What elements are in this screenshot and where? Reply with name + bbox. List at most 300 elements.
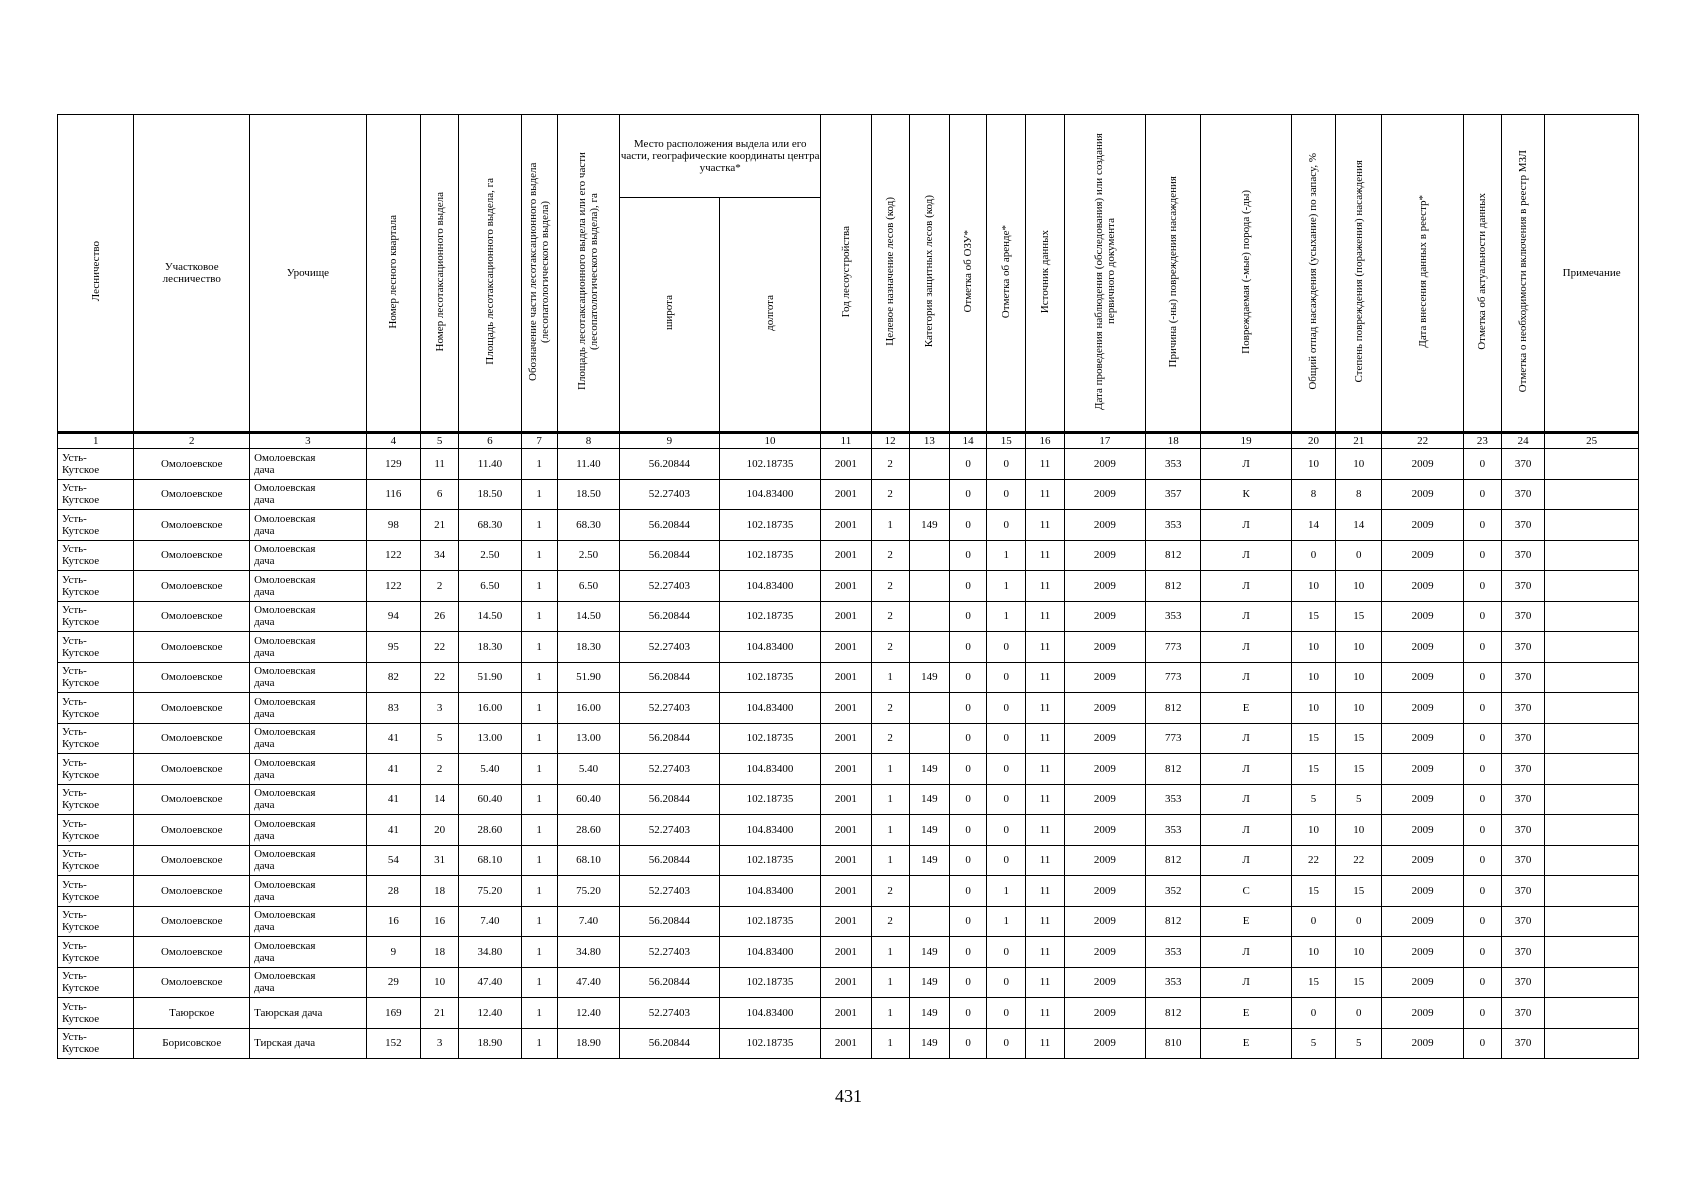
cell-damage-cause: 357	[1146, 479, 1201, 510]
cell-purpose: 1	[871, 784, 909, 815]
cell-uchastkovoe: Омолоевское	[134, 601, 250, 632]
column-number: 6	[459, 433, 521, 449]
cell-text: Кутское	[62, 860, 100, 873]
cell-arenda: 0	[987, 845, 1026, 876]
cell-text: Кутское	[62, 982, 100, 995]
cell-text: Кутское	[62, 463, 100, 476]
cell-latitude: 56.20844	[620, 967, 720, 998]
cell-text: дача	[254, 677, 275, 690]
header-lesnichestvo: Лесничество	[58, 115, 134, 433]
cell-mzl-inclusion: 370	[1502, 510, 1545, 541]
cell-latitude: 52.27403	[620, 937, 720, 968]
cell-latitude: 52.27403	[620, 754, 720, 785]
cell-lesnichestvo	[58, 754, 134, 785]
cell-damage-cause: 773	[1146, 723, 1201, 754]
cell-text: Кутское	[62, 1043, 100, 1056]
cell-mzl-inclusion: 370	[1502, 754, 1545, 785]
header-area-vydel: Площадь лесотаксационного выдела, га	[459, 115, 521, 433]
cell-damage-cause: 353	[1146, 784, 1201, 815]
cell-year: 2001	[821, 906, 871, 937]
cell-vydel: 14	[421, 784, 459, 815]
cell-text: Омолоевская	[254, 726, 316, 739]
cell-note	[1545, 876, 1639, 907]
cell-actuality: 0	[1463, 815, 1501, 846]
cell-species: Л	[1201, 723, 1292, 754]
column-number: 24	[1502, 433, 1545, 449]
cell-note	[1545, 784, 1639, 815]
cell-observation-date: 2009	[1064, 815, 1145, 846]
cell-lesnichestvo	[58, 784, 134, 815]
cell-damage-degree: 10	[1336, 571, 1382, 602]
cell-kvartal: 122	[366, 571, 420, 602]
cell-ozu: 0	[949, 632, 986, 663]
cell-part-designation: 1	[521, 876, 557, 907]
cell-vydel: 21	[421, 510, 459, 541]
column-number: 2	[134, 433, 250, 449]
cell-arenda: 1	[987, 876, 1026, 907]
cell-arenda: 0	[987, 937, 1026, 968]
cell-category	[909, 906, 949, 937]
column-number: 21	[1336, 433, 1382, 449]
cell-latitude: 56.20844	[620, 906, 720, 937]
cell-actuality: 0	[1463, 876, 1501, 907]
cell-lesnichestvo	[58, 967, 134, 998]
cell-observation-date: 2009	[1064, 479, 1145, 510]
cell-purpose: 2	[871, 723, 909, 754]
cell-vydel: 18	[421, 876, 459, 907]
cell-area-vydel: 28.60	[459, 815, 521, 846]
cell-species: Л	[1201, 784, 1292, 815]
cell-vydel: 26	[421, 601, 459, 632]
header-arenda: Отметка об аренде*	[987, 115, 1026, 433]
cell-ozu: 0	[949, 601, 986, 632]
cell-arenda: 1	[987, 601, 1026, 632]
cell-damage-degree: 5	[1336, 784, 1382, 815]
cell-note	[1545, 937, 1639, 968]
cell-purpose: 1	[871, 937, 909, 968]
cell-mzl-inclusion: 370	[1502, 998, 1545, 1029]
cell-species: Л	[1201, 540, 1292, 571]
cell-damage-degree: 22	[1336, 845, 1382, 876]
cell-uchastkovoe: Омолоевское	[134, 723, 250, 754]
cell-kvartal: 129	[366, 449, 420, 480]
cell-source: 11	[1026, 693, 1064, 724]
cell-observation-date: 2009	[1064, 693, 1145, 724]
cell-longitude: 104.83400	[719, 479, 821, 510]
header-latitude: широта	[620, 198, 720, 433]
cell-text: Усть-	[62, 848, 87, 861]
cell-text: Омолоевская	[254, 909, 316, 922]
cell-longitude: 104.83400	[719, 571, 821, 602]
cell-text: Усть-	[62, 756, 87, 769]
cell-actuality: 0	[1463, 540, 1501, 571]
cell-text: дача	[254, 555, 275, 568]
cell-species: Л	[1201, 937, 1292, 968]
cell-area-vydel: 68.30	[459, 510, 521, 541]
cell-text: Омолоевская	[254, 451, 316, 464]
cell-area-part: 14.50	[557, 601, 619, 632]
cell-text: Омолоевская	[254, 512, 316, 525]
cell-category: 149	[909, 845, 949, 876]
cell-category	[909, 723, 949, 754]
cell-uchastkovoe: Омолоевское	[134, 937, 250, 968]
cell-total-loss: 10	[1291, 662, 1335, 693]
cell-kvartal: 9	[366, 937, 420, 968]
cell-text: Омолоевская	[254, 634, 316, 647]
column-number: 22	[1382, 433, 1463, 449]
cell-latitude: 56.20844	[620, 662, 720, 693]
cell-actuality: 0	[1463, 998, 1501, 1029]
cell-area-part: 2.50	[557, 540, 619, 571]
cell-part-designation: 1	[521, 1028, 557, 1059]
cell-entry-date: 2009	[1382, 662, 1463, 693]
cell-area-part: 5.40	[557, 754, 619, 785]
cell-mzl-inclusion: 370	[1502, 571, 1545, 602]
cell-arenda: 0	[987, 784, 1026, 815]
cell-text: Кутское	[62, 585, 100, 598]
cell-text: Усть-	[62, 939, 87, 952]
cell-source: 11	[1026, 967, 1064, 998]
cell-actuality: 0	[1463, 937, 1501, 968]
cell-text: Кутское	[62, 707, 100, 720]
cell-actuality: 0	[1463, 845, 1501, 876]
cell-longitude: 104.83400	[719, 632, 821, 663]
cell-part-designation: 1	[521, 845, 557, 876]
cell-vydel: 22	[421, 632, 459, 663]
column-number: 23	[1463, 433, 1501, 449]
cell-kvartal: 28	[366, 876, 420, 907]
cell-note	[1545, 540, 1639, 571]
cell-year: 2001	[821, 693, 871, 724]
header-total-loss: Общий отпад насаждения (усыхание) по запасу, %	[1291, 115, 1335, 433]
cell-mzl-inclusion: 370	[1502, 937, 1545, 968]
cell-longitude: 102.18735	[719, 601, 821, 632]
cell-source: 11	[1026, 784, 1064, 815]
cell-latitude: 52.27403	[620, 998, 720, 1029]
cell-text: Омолоевская	[254, 543, 316, 556]
cell-note	[1545, 632, 1639, 663]
cell-area-vydel: 5.40	[459, 754, 521, 785]
cell-uchastkovoe: Борисовское	[134, 1028, 250, 1059]
cell-category	[909, 693, 949, 724]
column-number: 7	[521, 433, 557, 449]
cell-entry-date: 2009	[1382, 876, 1463, 907]
cell-area-part: 28.60	[557, 815, 619, 846]
cell-source: 11	[1026, 449, 1064, 480]
cell-total-loss: 10	[1291, 449, 1335, 480]
cell-text: дача	[254, 738, 275, 751]
cell-note	[1545, 723, 1639, 754]
cell-longitude: 104.83400	[719, 815, 821, 846]
cell-urochishche	[250, 510, 367, 541]
cell-damage-degree: 15	[1336, 876, 1382, 907]
cell-total-loss: 5	[1291, 1028, 1335, 1059]
cell-uchastkovoe: Омолоевское	[134, 540, 250, 571]
column-number: 18	[1146, 433, 1201, 449]
cell-damage-cause: 353	[1146, 449, 1201, 480]
cell-part-designation: 1	[521, 571, 557, 602]
cell-mzl-inclusion: 370	[1502, 967, 1545, 998]
cell-damage-degree: 14	[1336, 510, 1382, 541]
cell-text: дача	[254, 951, 275, 964]
cell-area-part: 51.90	[557, 662, 619, 693]
cell-area-part: 6.50	[557, 571, 619, 602]
cell-longitude: 102.18735	[719, 1028, 821, 1059]
column-number: 19	[1201, 433, 1292, 449]
cell-year: 2001	[821, 876, 871, 907]
cell-latitude: 52.27403	[620, 693, 720, 724]
cell-urochishche	[250, 967, 367, 998]
cell-latitude: 56.20844	[620, 1028, 720, 1059]
cell-kvartal: 82	[366, 662, 420, 693]
cell-vydel: 11	[421, 449, 459, 480]
cell-species: Л	[1201, 449, 1292, 480]
table-row	[58, 693, 1639, 724]
cell-damage-degree: 8	[1336, 479, 1382, 510]
header-year: Год лесоустройства	[821, 115, 871, 433]
cell-uchastkovoe: Омолоевское	[134, 510, 250, 541]
cell-ozu: 0	[949, 571, 986, 602]
cell-lesnichestvo	[58, 937, 134, 968]
cell-purpose: 2	[871, 632, 909, 663]
cell-source: 11	[1026, 815, 1064, 846]
cell-observation-date: 2009	[1064, 571, 1145, 602]
cell-urochishche	[250, 571, 367, 602]
cell-species: Е	[1201, 693, 1292, 724]
cell-category: 149	[909, 510, 949, 541]
cell-longitude: 102.18735	[719, 784, 821, 815]
cell-year: 2001	[821, 967, 871, 998]
cell-total-loss: 10	[1291, 815, 1335, 846]
cell-lesnichestvo	[58, 632, 134, 663]
cell-area-part: 68.30	[557, 510, 619, 541]
cell-lesnichestvo	[58, 601, 134, 632]
page-number: 431	[835, 1086, 862, 1106]
cell-text: дача	[254, 463, 275, 476]
cell-text: Кутское	[62, 951, 100, 964]
cell-text: Омолоевская	[254, 756, 316, 769]
cell-entry-date: 2009	[1382, 693, 1463, 724]
cell-text: Кутское	[62, 616, 100, 629]
column-number: 14	[949, 433, 986, 449]
table-row	[58, 723, 1639, 754]
cell-entry-date: 2009	[1382, 937, 1463, 968]
cell-year: 2001	[821, 998, 871, 1029]
cell-part-designation: 1	[521, 815, 557, 846]
cell-purpose: 1	[871, 998, 909, 1029]
cell-species: Л	[1201, 632, 1292, 663]
cell-actuality: 0	[1463, 784, 1501, 815]
cell-damage-degree: 10	[1336, 449, 1382, 480]
cell-damage-degree: 10	[1336, 632, 1382, 663]
cell-note	[1545, 1028, 1639, 1059]
cell-damage-degree: 10	[1336, 693, 1382, 724]
cell-ozu: 0	[949, 815, 986, 846]
cell-area-vydel: 18.50	[459, 479, 521, 510]
cell-latitude: 52.27403	[620, 571, 720, 602]
header-area-part: Площадь лесотаксационного выдела или его части (лесопатологического выдела), га	[557, 115, 619, 433]
cell-mzl-inclusion: 370	[1502, 540, 1545, 571]
cell-entry-date: 2009	[1382, 845, 1463, 876]
cell-mzl-inclusion: 370	[1502, 784, 1545, 815]
cell-ozu: 0	[949, 479, 986, 510]
cell-part-designation: 1	[521, 967, 557, 998]
cell-vydel: 6	[421, 479, 459, 510]
cell-kvartal: 95	[366, 632, 420, 663]
column-numbers-row	[58, 433, 1639, 449]
cell-latitude: 56.20844	[620, 510, 720, 541]
cell-latitude: 56.20844	[620, 449, 720, 480]
cell-text: Усть-	[62, 543, 87, 556]
cell-mzl-inclusion: 370	[1502, 632, 1545, 663]
cell-species: Л	[1201, 815, 1292, 846]
cell-part-designation: 1	[521, 784, 557, 815]
cell-longitude: 104.83400	[719, 937, 821, 968]
cell-latitude: 56.20844	[620, 723, 720, 754]
cell-uchastkovoe: Омолоевское	[134, 479, 250, 510]
cell-actuality: 0	[1463, 632, 1501, 663]
cell-species: Е	[1201, 1028, 1292, 1059]
cell-ozu: 0	[949, 1028, 986, 1059]
cell-year: 2001	[821, 571, 871, 602]
cell-damage-degree: 0	[1336, 998, 1382, 1029]
cell-actuality: 0	[1463, 1028, 1501, 1059]
cell-text: Омолоевская	[254, 817, 316, 830]
cell-mzl-inclusion: 370	[1502, 815, 1545, 846]
cell-mzl-inclusion: 370	[1502, 906, 1545, 937]
cell-entry-date: 2009	[1382, 632, 1463, 663]
cell-urochishche	[250, 693, 367, 724]
cell-part-designation: 1	[521, 540, 557, 571]
cell-actuality: 0	[1463, 906, 1501, 937]
cell-area-vydel: 60.40	[459, 784, 521, 815]
cell-species: Л	[1201, 601, 1292, 632]
cell-ozu: 0	[949, 998, 986, 1029]
cell-category	[909, 632, 949, 663]
cell-lesnichestvo	[58, 845, 134, 876]
cell-purpose: 1	[871, 967, 909, 998]
cell-text: Усть-	[62, 604, 87, 617]
cell-damage-cause: 812	[1146, 845, 1201, 876]
cell-category: 149	[909, 1028, 949, 1059]
cell-text: Кутское	[62, 829, 100, 842]
cell-area-vydel: 2.50	[459, 540, 521, 571]
cell-species: Л	[1201, 510, 1292, 541]
cell-part-designation: 1	[521, 693, 557, 724]
cell-text: Омолоевская	[254, 573, 316, 586]
cell-text: Усть-	[62, 665, 87, 678]
cell-observation-date: 2009	[1064, 662, 1145, 693]
cell-purpose: 2	[871, 876, 909, 907]
cell-total-loss: 15	[1291, 601, 1335, 632]
cell-text: Кутское	[62, 768, 100, 781]
cell-text: Кутское	[62, 555, 100, 568]
cell-mzl-inclusion: 370	[1502, 601, 1545, 632]
cell-note	[1545, 998, 1639, 1029]
cell-text: Кутское	[62, 1012, 100, 1025]
cell-source: 11	[1026, 723, 1064, 754]
cell-text: Усть-	[62, 1031, 87, 1044]
header-entry-date: Дата внесения данных в реестр*	[1382, 115, 1463, 433]
cell-area-part: 34.80	[557, 937, 619, 968]
table-row	[58, 571, 1639, 602]
cell-purpose: 2	[871, 449, 909, 480]
cell-ozu: 0	[949, 540, 986, 571]
cell-urochishche	[250, 906, 367, 937]
cell-part-designation: 1	[521, 662, 557, 693]
column-number: 8	[557, 433, 619, 449]
cell-observation-date: 2009	[1064, 784, 1145, 815]
cell-category: 149	[909, 754, 949, 785]
cell-observation-date: 2009	[1064, 967, 1145, 998]
cell-text: Усть-	[62, 787, 87, 800]
cell-observation-date: 2009	[1064, 906, 1145, 937]
column-number: 15	[987, 433, 1026, 449]
cell-total-loss: 15	[1291, 754, 1335, 785]
cell-kvartal: 122	[366, 540, 420, 571]
cell-note	[1545, 815, 1639, 846]
cell-damage-degree: 10	[1336, 937, 1382, 968]
cell-mzl-inclusion: 370	[1502, 876, 1545, 907]
cell-purpose: 1	[871, 510, 909, 541]
cell-vydel: 31	[421, 845, 459, 876]
cell-observation-date: 2009	[1064, 876, 1145, 907]
cell-kvartal: 41	[366, 723, 420, 754]
cell-text: Кутское	[62, 677, 100, 690]
cell-purpose: 2	[871, 906, 909, 937]
cell-year: 2001	[821, 723, 871, 754]
table-row	[58, 754, 1639, 785]
cell-area-vydel: 6.50	[459, 571, 521, 602]
table-row	[58, 449, 1639, 480]
cell-lesnichestvo	[58, 906, 134, 937]
cell-vydel: 5	[421, 723, 459, 754]
cell-source: 11	[1026, 632, 1064, 663]
cell-year: 2001	[821, 449, 871, 480]
cell-text: дача	[254, 494, 275, 507]
cell-uchastkovoe: Омолоевское	[134, 754, 250, 785]
cell-note	[1545, 662, 1639, 693]
cell-total-loss: 22	[1291, 845, 1335, 876]
cell-urochishche	[250, 754, 367, 785]
cell-arenda: 0	[987, 967, 1026, 998]
cell-entry-date: 2009	[1382, 754, 1463, 785]
cell-year: 2001	[821, 540, 871, 571]
cell-uchastkovoe: Омолоевское	[134, 784, 250, 815]
forest-damage-register-table	[57, 114, 1639, 1059]
cell-category: 149	[909, 998, 949, 1029]
cell-entry-date: 2009	[1382, 1028, 1463, 1059]
cell-actuality: 0	[1463, 967, 1501, 998]
cell-part-designation: 1	[521, 510, 557, 541]
table-row	[58, 967, 1639, 998]
cell-damage-degree: 15	[1336, 723, 1382, 754]
register-table-container	[57, 114, 1639, 1059]
cell-purpose: 2	[871, 693, 909, 724]
cell-text: Кутское	[62, 890, 100, 903]
cell-source: 11	[1026, 571, 1064, 602]
cell-arenda: 0	[987, 449, 1026, 480]
column-number: 5	[421, 433, 459, 449]
cell-entry-date: 2009	[1382, 540, 1463, 571]
cell-ozu: 0	[949, 449, 986, 480]
cell-arenda: 0	[987, 815, 1026, 846]
cell-arenda: 0	[987, 662, 1026, 693]
cell-text: дача	[254, 982, 275, 995]
cell-area-part: 13.00	[557, 723, 619, 754]
cell-text: дача	[254, 921, 275, 934]
cell-lesnichestvo	[58, 571, 134, 602]
